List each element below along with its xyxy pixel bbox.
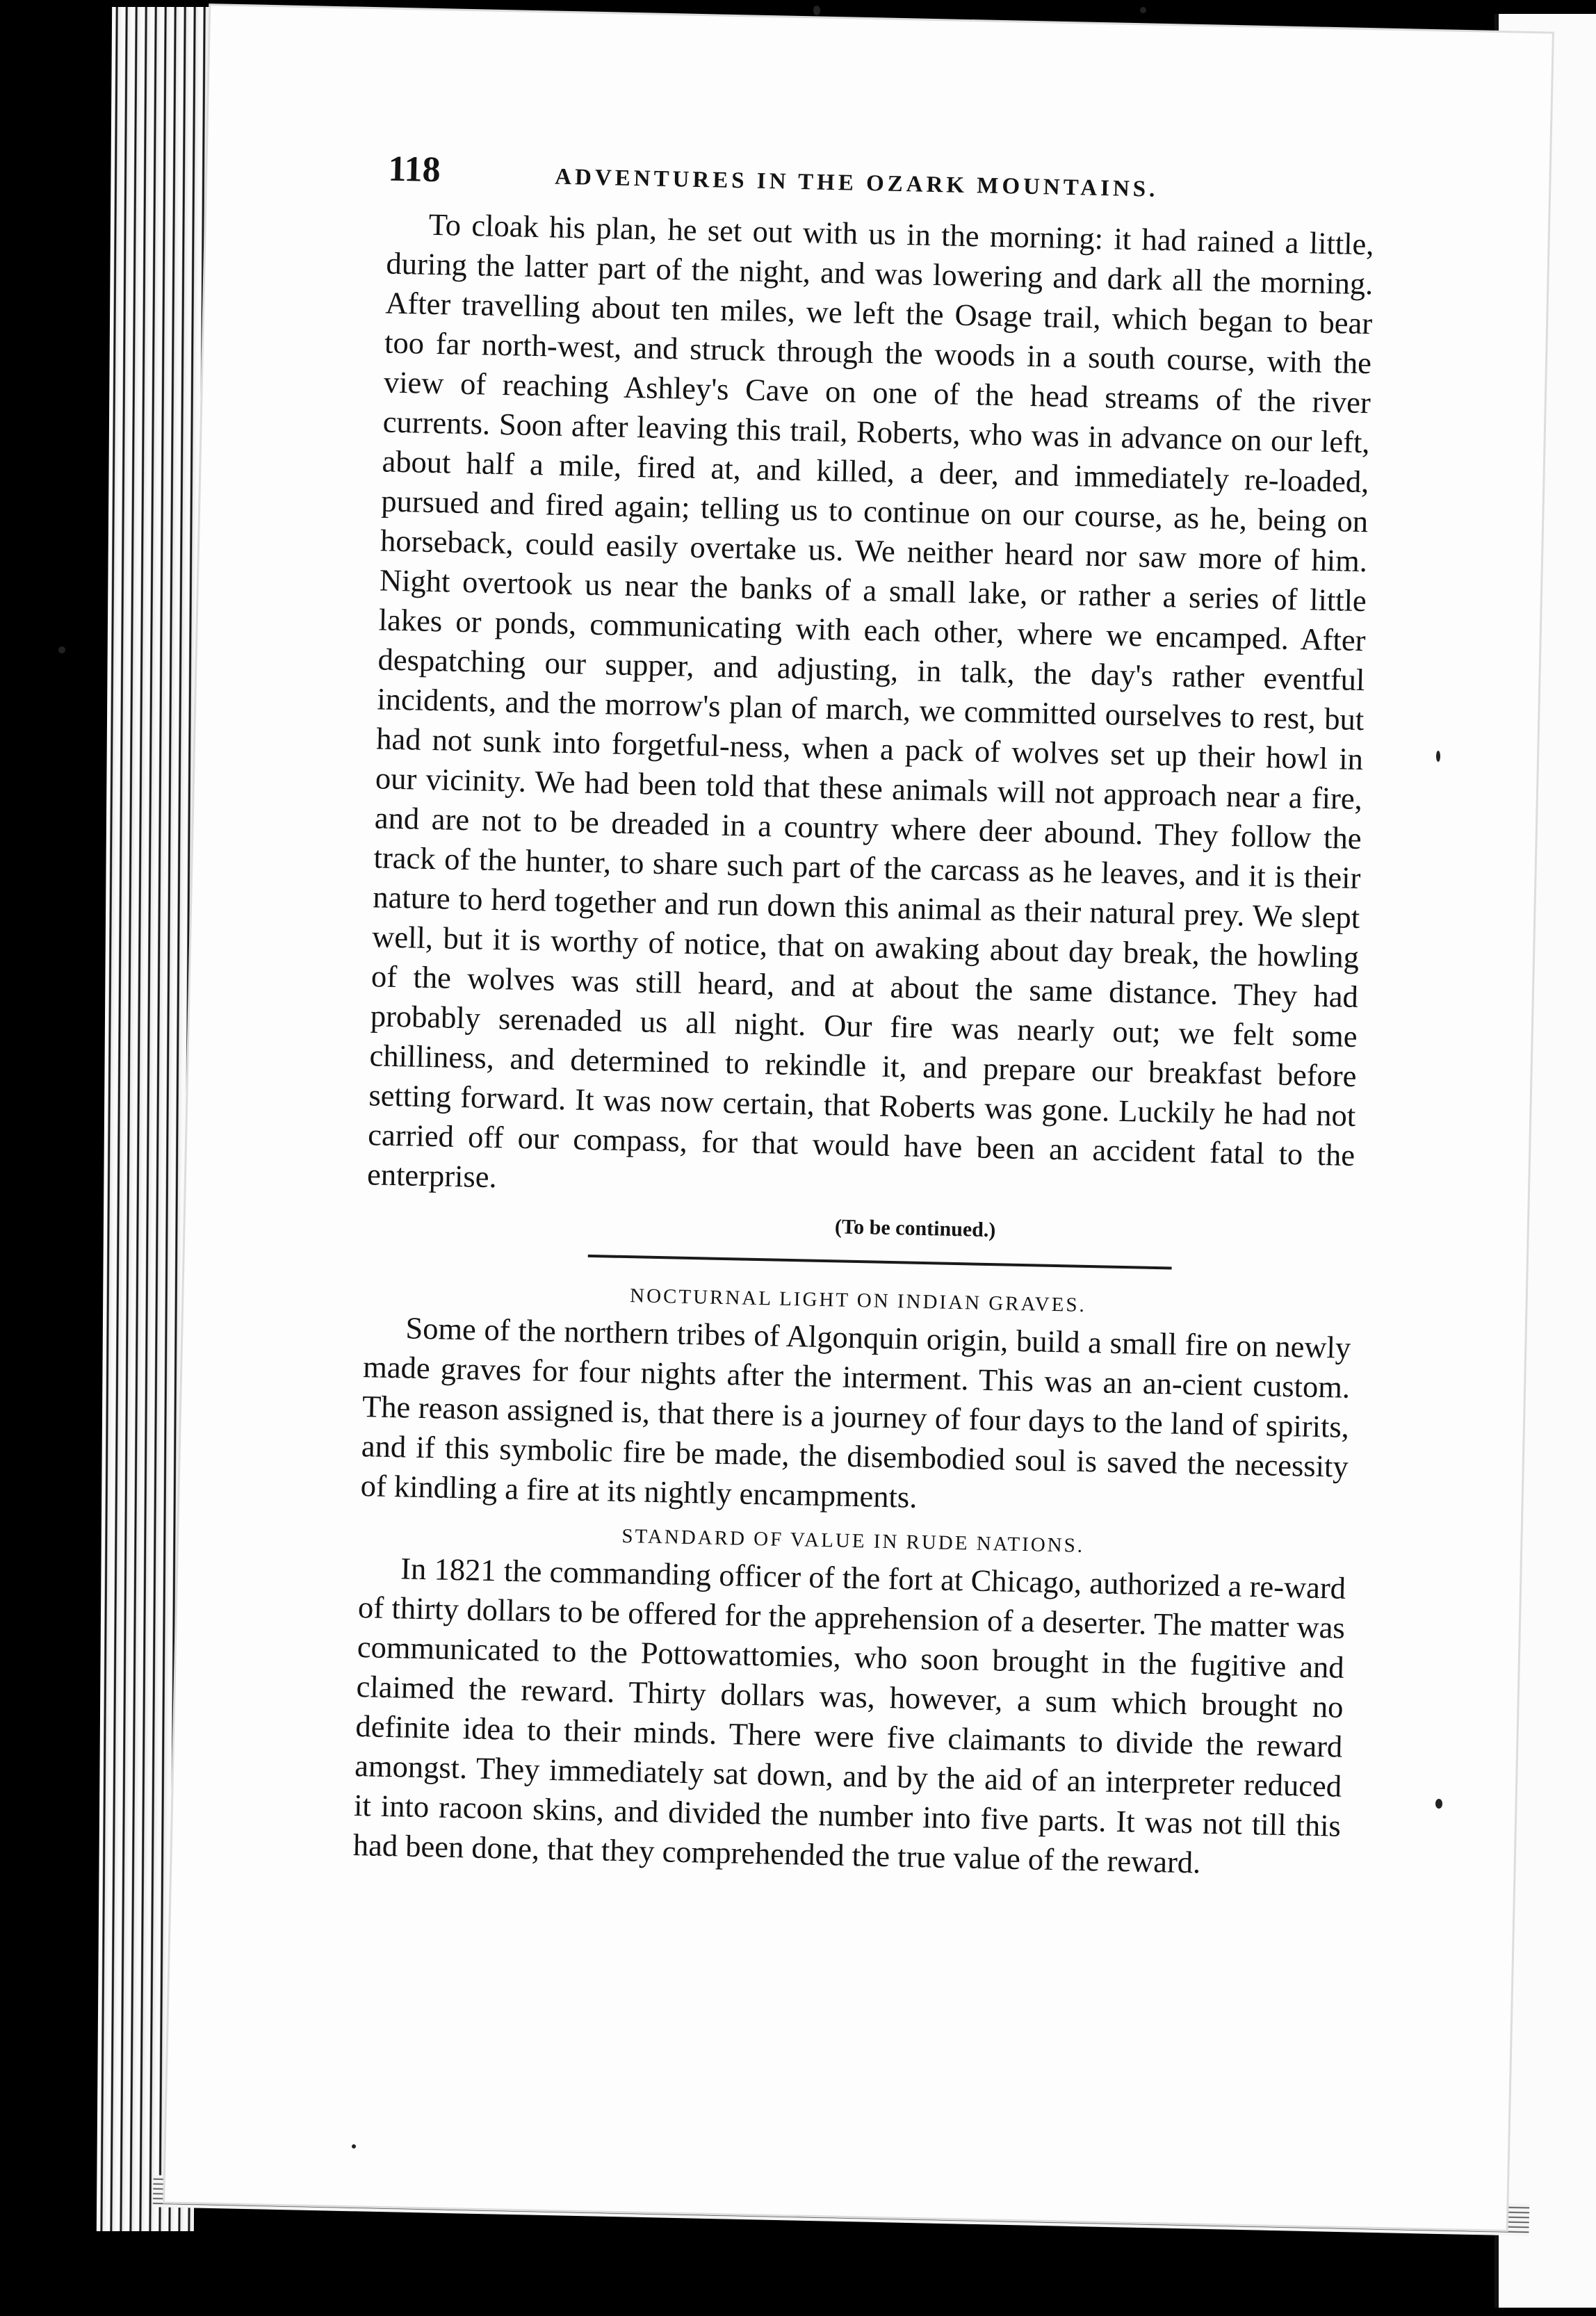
section-title: STANDARD OF VALUE IN RUDE NATIONS. [621, 1525, 1085, 1557]
book-page [165, 6, 1552, 2230]
section-paragraph: Some of the northern tribes of Algonquin origin, build a small fire on newly made graves for four nights after the interment. This was an an-cient custom. The reason assigned is, that there is a journey of four days to the land of spirits, and if this symbolic fire be made, the disembodied soul is saved the necessity of kindling a fire at its nightly encampments. [360, 1310, 1351, 1515]
running-title: ADVENTURES IN THE OZARK MOUNTAINS. [554, 164, 1159, 202]
page-number: 118 [387, 149, 441, 190]
section-divider [588, 1255, 1172, 1270]
continued-note: (To be continued.) [834, 1215, 996, 1242]
section-title: NOCTURNAL LIGHT ON INDIAN GRAVES. [629, 1285, 1087, 1316]
article-paragraph: To cloak his plan, he set out with us in the morning: it had rained a little, during the latter part of the night, and was lowering and dark all the morning. After travelling about ten miles, we left the Osage trail, which began to bear too far north-west, and struck through the woods in a south course, with the view of reaching Ashley's Cave on one of the head streams of the river currents. Soon after leaving this trail, Roberts, who was in advance on our left, about half a mile, fired at, and killed, a deer, and immediately re-loaded, pursued and fired again; telling us to continue on our course, as he, being on horseback, could easily overtake us. We neither heard nor saw more of him. Night overtook us near the banks of a small lake, or rather a series of little lakes or ponds, communicating with each other, where we encamped. After despatching our supper, and adjusting, in talk, the day's rather eventful incidents, and the morrow's plan of march, we committed ourselves to rest, but had not sunk into forgetful-ness, when a pack of wolves set up their howl in our vicinity. We had been told that these animals will not approach near a fire, and are not to be dreaded in a country where deer abound. They follow the track of the hunter, to share such part of the carcass as he leaves, and it is their nature to herd together and run down this animal as their natural prey. We slept well, but it is worthy of notice, that on awaking about day break, the howling of the wolves was still heard, and at about the same distance. They had probably serenaded us all night. Our fire was nearly out; we felt some chilliness, and determined to rekindle it, and prepare our breakfast before setting forward. It was now certain, that Roberts was gone. Luckily he had not carried off our compass, for that would have been an accident fatal to the enterprise. [366, 206, 1375, 1195]
page-content [352, 149, 1375, 1886]
section-paragraph: In 1821 the commanding officer of the fort at Chicago, authorized a re-ward of thirty dollars to be offered for the apprehension of a deserter. The matter was communicated to the Pottowattomies, who soon brought in the fugitive and claimed the reward. Thirty dollars was, however, a sum which brought no definite idea to their minds. There were five claimants to divide the reward amongst. They immediately sat down, and by the aid of an interpreter reduced it into racoon skins, and divided the number into five parts. It was not till this had been done, that they comprehended the true value of the reward. [352, 1551, 1346, 1880]
